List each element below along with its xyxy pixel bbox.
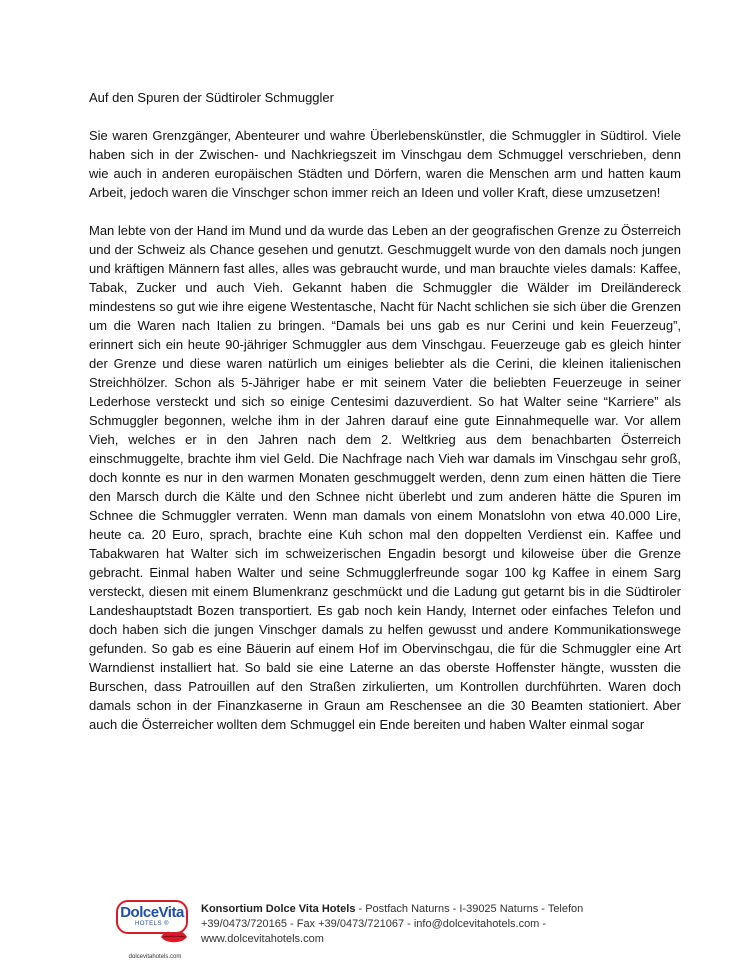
logo-url: dolcevitahotels.com <box>128 954 182 960</box>
company-address: - Postfach Naturns - I-39025 Naturns - Telefon +39/0473/720165 - Fax +39/0473/721067 - info@dolcevitahotels.com - www.dolcevitahotels.com <box>201 903 584 945</box>
logo-brand-name: DolceVita <box>120 904 184 921</box>
logo-subtitle: HOTELS ® <box>134 921 170 927</box>
company-name: Konsortium Dolce Vita Hotels <box>201 903 356 915</box>
paragraph-intro: Sie waren Grenzgänger, Abenteurer und wahre Überlebenskünstler, die Schmuggler in Südtirol. Viele haben sich in der Zwischen- und Nachkriegszeit im Vinschgau dem Schmuggel verschrieben, denn wie auch in anderen europäischen Städten und Dörfern, waren die Menschen arm und hatten kaum Arbeit, jedoch waren die Vinschger schon immer reich an Ideen und voller Kraft, diese umzusetzen! <box>89 128 681 200</box>
paragraph-main: Man lebte von der Hand im Mund und da wurde das Leben an der geografischen Grenze zu Österreich und der Schweiz als Chance gesehen und genutzt. Geschmuggelt wurde von den damals noch jungen und kräftigen Männern fast alles, alles was gebraucht wurde, und man brauchte vieles damals: Kaffee, Tabak, Zucker und auch Vieh. Gekannt haben die Schmuggler die Wälder im Dreiländereck mindestens so gut wie ihre eigene Westentasche, Nacht für Nacht schlichen sie sich über die Grenzen um die Waren nach Italien zu bringen. “Damals bei uns gab es nur Cerini und kein Feuerzeug”, erinnert sich ein heute 90-jähriger Schmuggler aus dem Vinschgau. Feuerzeuge gab es gleich hinter der Grenze und diese waren natürlich um einiges beliebter als die Cerini, die kleinen italienischen Streichhölzer. Schon als 5-Jähriger habe er mit seinem Vater die beliebten Feuerzeuge in seiner Lederhose versteckt und sich so einige Centesimi dazuverdient. So hat Walter seine “Karriere” als Schmuggler begonnen, welche ihm in der Jahren darauf eine gute Einnahmequelle war. Vor allem Vieh, welches er in den Jahren nach dem 2. Weltkrieg aus dem benachbarten Österreich einschmuggelte, brachte ihm viel Geld. Die Nachfrage nach Vieh war damals im Vinschgau sehr groß, doch konnte es nur in den warmen Monaten geschmuggelt werden, denn zum einen hätten die Tiere den Marsch durch die Kälte und den Schnee nicht überlebt und zum anderen hätte die Spuren im Schnee die Schmuggler verraten. Wenn man damals von einem Monatslohn von etwa 40.000 Lire, heute ca. 20 Euro, sprach, brachte eine Kuh schon mal den doppelten Verdienst ein. Kaffee und Tabakwaren hat Walter sich im schweizerischen Engadin besorgt und kiloweise über die Grenze gebracht. Einmal haben Walter und seine Schmugglerfreunde sogar 100 kg Kaffee in einem Sarg versteckt, diesen mit einem Blumenkranz geschmückt und die Ladung gut getarnt bis in die Südtiroler Landeshauptstadt Bozen transportiert. Es gab noch kein Handy, Internet oder einfaches Telefon und doch haben sich die jungen Vinschger damals zu helfen gewusst und andere Kommunikationswege gefunden. So gab es eine Bäuerin auf einem Hof im Obervinschgau, die für die Schmuggler eine Art Warndienst installiert hat. So bald sie eine Laterne an das oberste Hoffenster hängte, wussten die Burschen, dass Patrouillen auf den Straßen zirkulierten, um Kontrollen durchführten. Waren doch damals schon in der Finanzkaserne in Graun am Reschensee an die 30 Beamten stationiert. Aber auch die Österreicher wollten dem Schmuggel ein Ende bereiten und haben Walter einmal sogar <box>89 223 681 732</box>
article-title: Auf den Spuren der Südtiroler Schmuggler <box>89 90 334 105</box>
lips-icon <box>160 928 188 946</box>
letterhead-footer <box>110 898 630 964</box>
dolcevita-logo <box>110 898 194 964</box>
company-contact <box>201 902 621 947</box>
article-body <box>89 88 681 753</box>
